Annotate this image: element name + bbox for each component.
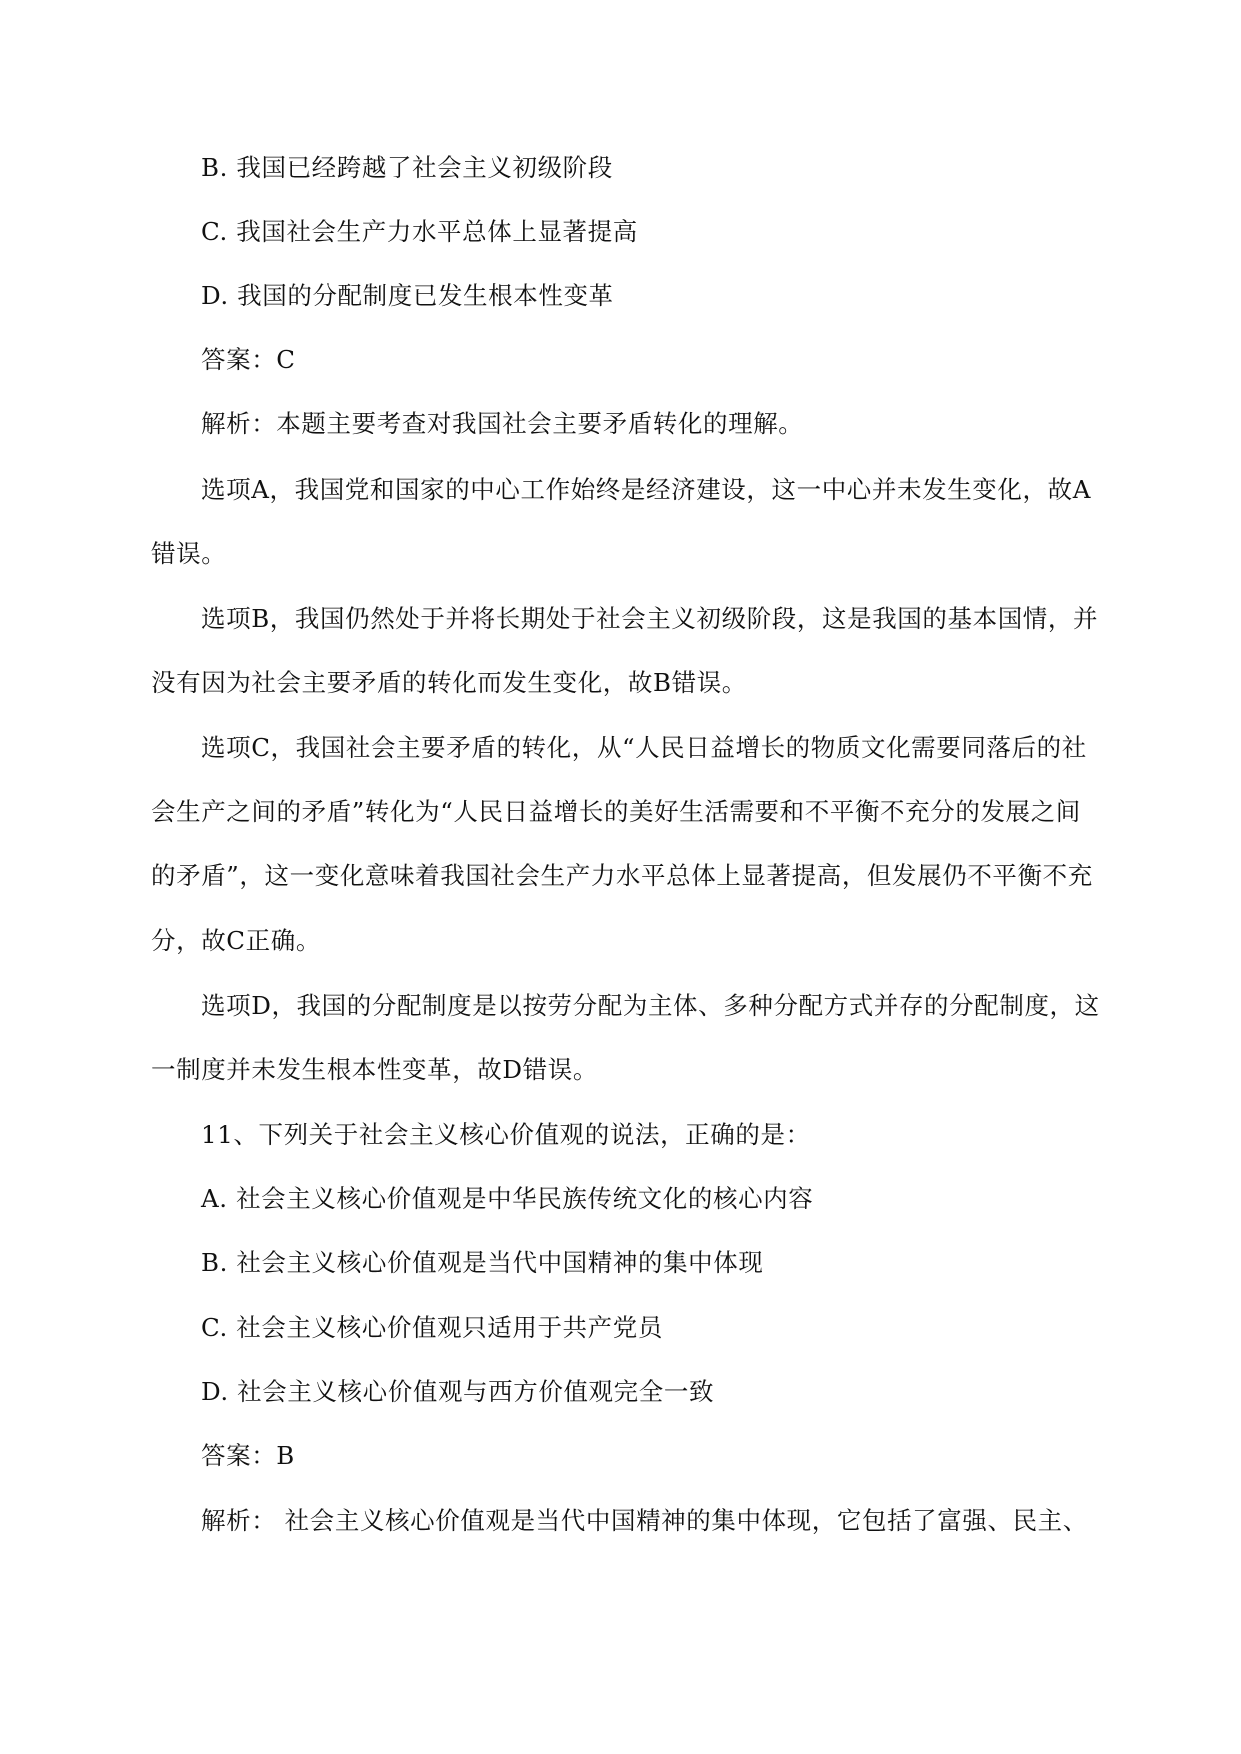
option-a: A. 社会主义核心价值观是中华民族传统文化的核心内容 [201,1184,814,1213]
analysis-paragraph-line: 选项B，我国仍然处于并将长期处于社会主义初级阶段，这是我国的基本国情，并 [201,604,1099,633]
analysis-paragraph-line: 选项D，我国的分配制度是以按劳分配为主体、多种分配方式并存的分配制度，这 [201,991,1100,1020]
analysis-paragraph-line: 错误。 [151,539,227,568]
analysis-paragraph-line: 选项C，我国社会主要矛盾的转化，从“人民日益增长的物质文化需要同落后的社 [201,733,1087,762]
option-d: D. 我国的分配制度已发生根本性变革 [201,281,614,310]
answer: 答案：C [201,345,296,374]
question-11: 11、下列关于社会主义核心价值观的说法，正确的是： [201,1120,811,1149]
analysis-intro: 解析： 社会主义核心价值观是当代中国精神的集中体现，它包括了富强、民主、 [201,1506,1088,1535]
option-b: B. 我国已经跨越了社会主义初级阶段 [201,153,613,182]
analysis-intro: 解析：本题主要考查对我国社会主要矛盾转化的理解。 [201,409,804,438]
option-d: D. 社会主义核心价值观与西方价值观完全一致 [201,1377,715,1406]
option-c: C. 我国社会生产力水平总体上显著提高 [201,217,638,246]
analysis-paragraph-line: 一制度并未发生根本性变革，故D错误。 [151,1055,598,1084]
option-b: B. 社会主义核心价值观是当代中国精神的集中体现 [201,1248,764,1277]
analysis-paragraph-line: 没有因为社会主要矛盾的转化而发生变化，故B错误。 [151,668,747,697]
analysis-paragraph-line: 选项A，我国党和国家的中心工作始终是经济建设，这一中心并未发生变化，故A [201,475,1091,504]
option-c: C. 社会主义核心价值观只适用于共产党员 [201,1313,663,1342]
analysis-paragraph-line: 的矛盾”，这一变化意味着我国社会生产力水平总体上显著提高，但发展仍不平衡不充 [151,861,1093,890]
analysis-paragraph-line: 会生产之间的矛盾”转化为“人民日益增长的美好生活需要和不平衡不充分的发展之间 [151,797,1081,826]
answer: 答案：B [201,1441,295,1470]
analysis-paragraph-line: 分，故C正确。 [151,926,321,955]
